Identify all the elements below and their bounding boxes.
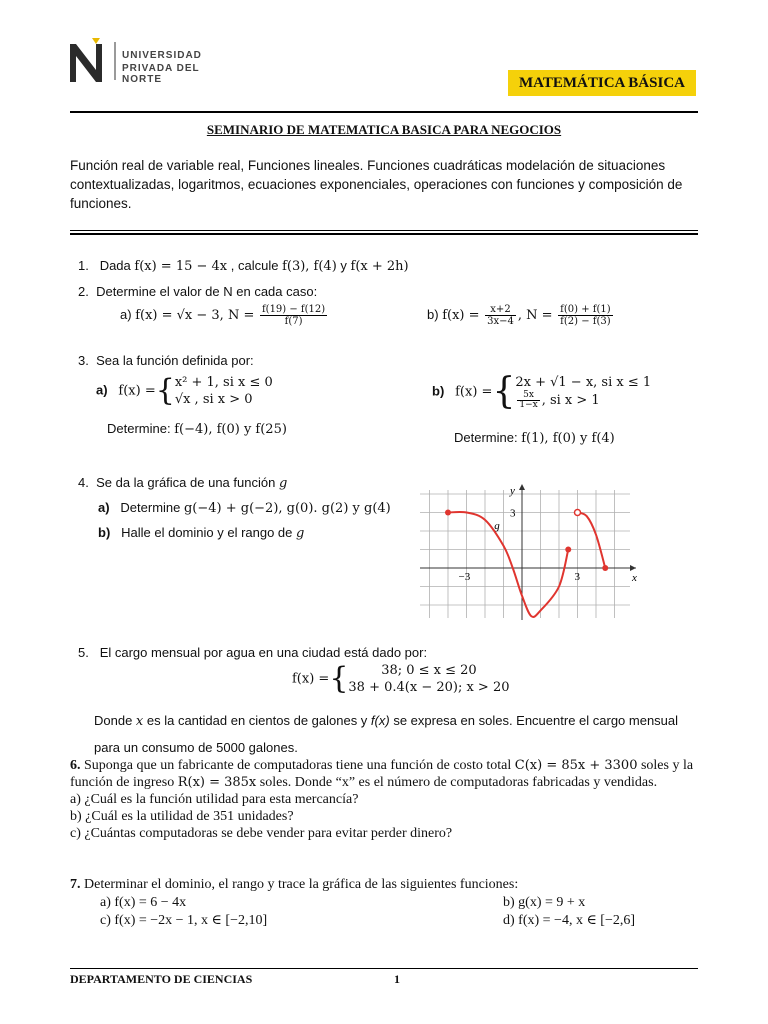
logo-text-line1: UNIVERSIDAD	[122, 50, 202, 61]
question-3b-determine: Determine: f(1), f(0) y f(4)	[454, 430, 615, 446]
closed-point	[565, 547, 571, 553]
question-7c: c) f(x) = −2x − 1, x ∈ [−2,10]	[100, 913, 268, 928]
question-6b: b) ¿Cuál es la utilidad de 351 unidades?	[70, 809, 294, 824]
series-line-g-2	[578, 513, 606, 569]
open-point	[575, 510, 581, 516]
question-7b: b) g(x) = 9 + x	[503, 895, 586, 910]
question-5: 5. El cargo mensual por agua en una ciudad está dado por:	[78, 645, 428, 660]
university-logo	[66, 36, 236, 86]
question-7d: d) f(x) = −4, x ∈ [−2,6]	[503, 913, 636, 928]
course-badge: MATEMÁTICA BÁSICA	[508, 70, 696, 96]
header-rule	[70, 111, 698, 113]
footer-rule	[70, 968, 698, 969]
closed-point	[602, 565, 608, 571]
logo-text-line2: PRIVADA DEL NORTE	[122, 63, 200, 85]
footer-department: DEPARTAMENTO DE CIENCIAS	[70, 972, 253, 986]
x-tick-label: 3	[574, 571, 580, 583]
function-g-graph	[420, 482, 642, 620]
x-axis-label: x	[632, 572, 637, 584]
question-5-body: Donde x es la cantidad en cientos de galones y f(x) se expresa en soles. Encuentre el cargo mensual para un consumo de 5000 galones.	[94, 713, 679, 755]
intro-rule-2	[70, 233, 698, 235]
question-3a-determine: Determine: f(−4), f(0) y f(25)	[107, 421, 287, 437]
closed-point	[445, 510, 451, 516]
question-3a: a) f(x) ={x² + 1, si x ≤ 0 √x , si x > 0	[96, 373, 273, 408]
question-4b: b) Halle el dominio y el rango de g	[98, 525, 305, 541]
logo-n-icon	[66, 36, 112, 86]
question-5-piecewise: f(x) ={ 38; 0 ≤ x ≤ 20 38 + 0.4(x − 20); x > 20	[292, 661, 510, 696]
curve-label: g	[494, 520, 500, 533]
x-tick-label: −3	[458, 571, 471, 583]
x-axis-arrow-icon	[630, 565, 636, 571]
question-2a: a) f(x) = √x − 3, N = $\frac{f(19) - f(12)}{f(7)}$	[120, 304, 326, 327]
question-4a: a) Determine g(−4) + g(−2), g(0). g(2) y g(4)	[98, 500, 391, 516]
question-2b: b) f(x) = $\frac{x+2}{3x-4}$ , N = $\frac{f(0) + f(1)}{f(2) - f(3)}$	[427, 304, 611, 327]
footer-page-number: 1	[394, 972, 400, 986]
question-4: 4. Se da la gráfica de una función g	[78, 475, 288, 491]
question-3: 3. Sea la función definida por:	[78, 353, 254, 368]
question-3b: b) f(x) ={2x + √1 − x, si x ≤ 1 $\frac{5x}{1-x}$ , si x > 1	[432, 371, 652, 412]
question-6a: a) ¿Cuál es la función utilidad para esta mercancía?	[70, 792, 359, 807]
question-7: 7. Determinar el dominio, el rango y trace la gráfica de las siguientes funciones:	[70, 877, 519, 892]
y-axis-label: y	[510, 485, 515, 497]
question-7a: a) f(x) = 6 − 4x	[100, 895, 187, 910]
page-title: SEMINARIO DE MATEMATICA BASICA PARA NEGOCIOS	[206, 122, 562, 137]
question-6: 6. Suponga que un fabricante de computadoras tiene una función de costo total C(x) = 85x + 3300 soles y la función de ingreso R(x) = 385x soles. Donde “x” es el número de computadoras fabricadas y vendidas. a) ¿Cuál es la función utilidad para esta mercancía? b) ¿Cuál es la utilidad de 351 unidades? c) ¿Cuántas computadoras se debe vender para evitar perder dinero?	[70, 757, 698, 842]
question-1: 1. Dada f(x) = 15 − 4x , calcule f(3), f(4) y f(x + 2h)	[78, 258, 409, 274]
intro-rule-1	[70, 230, 698, 231]
q2a-fraction: $\frac{f(19) - f(12)}{f(7)}$	[261, 304, 326, 327]
question-6c: c) ¿Cuántas computadoras se debe vender para evitar perder dinero?	[70, 826, 453, 841]
question-2: 2. Determine el valor de N en cada caso:	[78, 284, 318, 299]
y-axis-arrow-icon	[519, 484, 525, 490]
series-line-g-1	[448, 512, 568, 617]
y-tick-label: 3	[510, 507, 516, 520]
intro-paragraph: Función real de variable real, Funciones lineales. Funciones cuadráticas modelación de situaciones contextualizadas, logaritmos, ecuaciones exponenciales, operaciones con funciones y composición de funciones.	[70, 158, 683, 211]
